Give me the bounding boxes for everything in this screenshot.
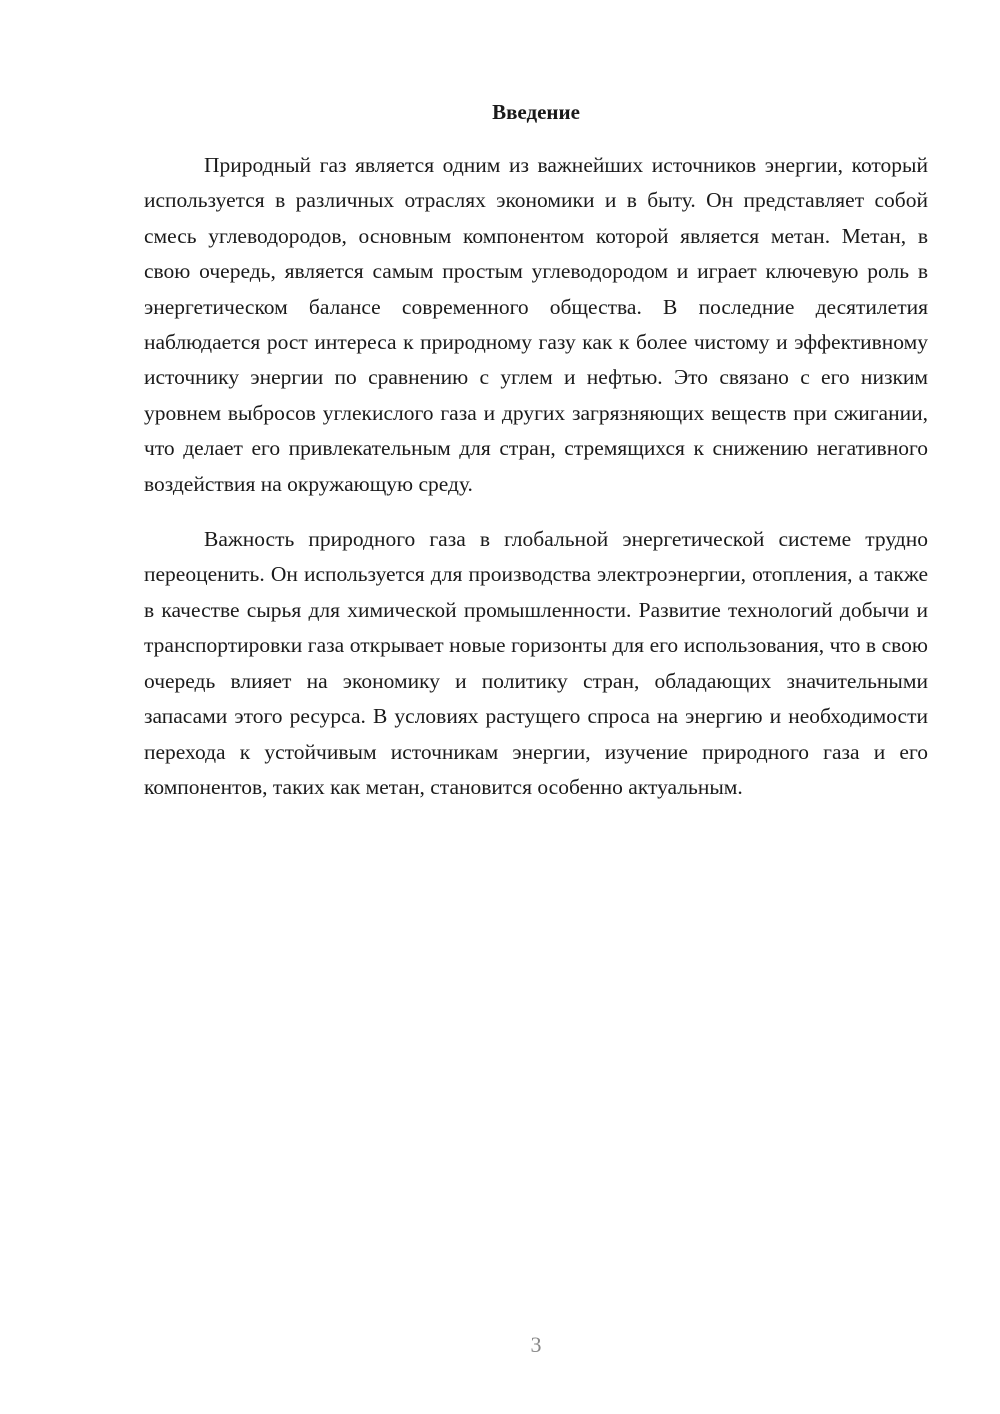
paragraph-1: Природный газ является одним из важнейших источников энергии, который используется в различных отраслях экономики и в быту. Он представляет собой смесь углеводородов, основным компонентом которой является метан. Метан, в свою очередь, является самым простым углеводородом и играет ключевую роль в энергетическом балансе современного общества. В последние десятилетия наблюдается рост интереса к природному газу как к более чистому и эффективному источнику энергии по сравнению с углем и нефтью. Это связано с его низким уровнем выбросов углекислого газа и других загрязняющих веществ при сжигании, что делает его привлекательным для стран, стремящихся к снижению негативного воздействия на окружающую среду. <box>144 153 928 496</box>
page-number: 3 <box>530 1332 542 1357</box>
paragraph-2: Важность природного газа в глобальной энергетической системе трудно переоценить. Он используется для производства электроэнергии, отопления, а также в качестве сырья для химической промышленности. Развитие технологий добычи и транспортировки газа открывает новые горизонты для его использования, что в свою очередь влияет на экономику и политику стран, обладающих значительными запасами этого ресурса. В условиях растущего спроса на энергию и необходимости перехода к устойчивым источникам энергии, изучение природного газа и его компонентов, таких как метан, становится особенно актуальным. <box>144 527 928 799</box>
page-content <box>144 98 928 805</box>
section-title: Введение <box>492 100 580 124</box>
